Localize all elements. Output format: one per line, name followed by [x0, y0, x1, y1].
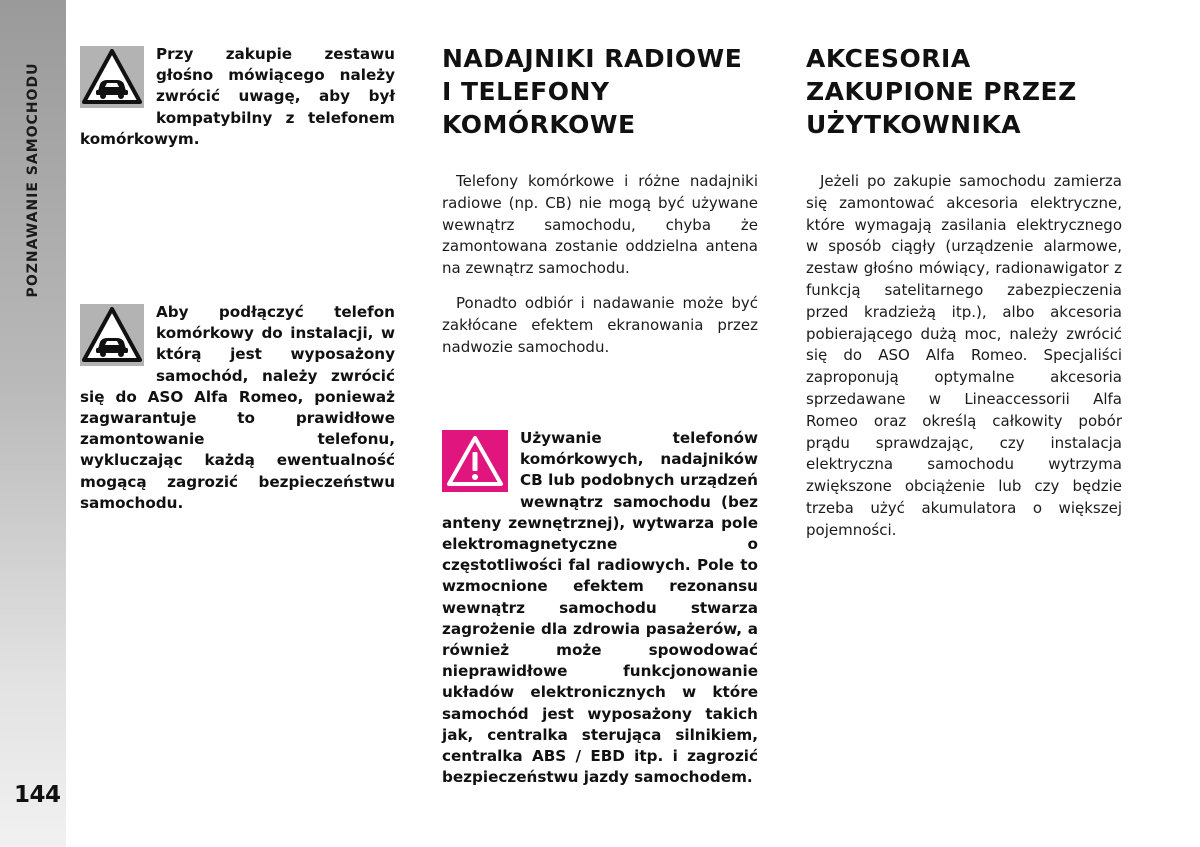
warning-text: Aby podłączyć telefon komórkowy do instalacji, w którą jest wyposażony samochód, należy zwrócić się do ASO Alfa Romeo, ponieważ zagwarantuje to prawidłowe zamontowanie telefonu, wykluczając każdą ewentualność mogącą zagrozić bezpieczeństwu samochodu. [80, 303, 395, 512]
sidebar [0, 0, 66, 847]
warning-text: Przy zakupie zestawu głośno mówiącego należy zwrócić uwagę, aby był kompatybilny z telefonem komórkowym. [80, 45, 395, 148]
warning-text: Używanie telefonów komórkowych, nadajników CB lub podobnych urządzeń wewnątrz samochodu (bez anteny zewnętrznej), wytwarza pole elektromagnetyczne o częstotliwości fal radiowych. Pole to wzmocnione efektem rezonansu wewnątrz samochodu stwarza zagrożenie dla zdrowia pasażerów, a również może spowodować nieprawidłowe funkcjonowanie układów elektronicznych w które samochód jest wyposażony takich jak, centralka sterująca silnikiem, centralka ABS / EBD itp. i zagrozić bezpieczeństwu jazdy samochodem. [442, 429, 758, 787]
warning-box-phone-install [80, 302, 395, 514]
section-title: POZNAWANIE SAMOCHODU [25, 62, 41, 298]
warning-box-em-field [442, 428, 758, 788]
page-number: 144 [14, 782, 61, 808]
car-warning-icon [80, 46, 144, 114]
car-warning-icon [80, 304, 144, 372]
body-paragraph: Ponadto odbiór i nadawanie może być zakłócane efektem ekranowania przez nadwozie samochodu. [442, 294, 758, 356]
section-heading: NADAJNIKI RADIOWE I TELEFONY KOMÓRKOWE [442, 44, 743, 139]
body-paragraph: Telefony komórkowe i różne nadajniki radiowe (np. CB) nie mogą być używane wewnątrz samochodu, chyba że zamontowana zostanie oddzielna antena na zewnątrz samochodu. [442, 172, 758, 278]
section-heading: AKCESORIA ZAKUPIONE PRZEZ UŻYTKOWNIKA [806, 44, 1077, 139]
danger-warning-icon [442, 430, 508, 498]
body-paragraph: Jeżeli po zakupie samochodu zamierza się zamontować akcesoria elektryczne, które wymagają zasilania elektrycznego w sposób ciągły (urządzenie alarmowe, zestaw głośno mówiący, radionawigator z funkcją satelitarnego zabezpieczenia przed kradzieżą itp.), albo akcesoria pobierającego dużą moc, należy zwrócić się do ASO Alfa Romeo. Specjaliści zaproponują optymalne akcesoria sprzedawane w Lineaccessorii Alfa Romeo oraz określą całkowity pobór prądu sprawdzając, czy instalacja elektryczna samochodu wytrzyma zwiększone obciążenie lub czy będzie trzeba użyć akumulatora o większej pojemności. [806, 172, 1122, 539]
warning-box-headset [80, 44, 395, 150]
